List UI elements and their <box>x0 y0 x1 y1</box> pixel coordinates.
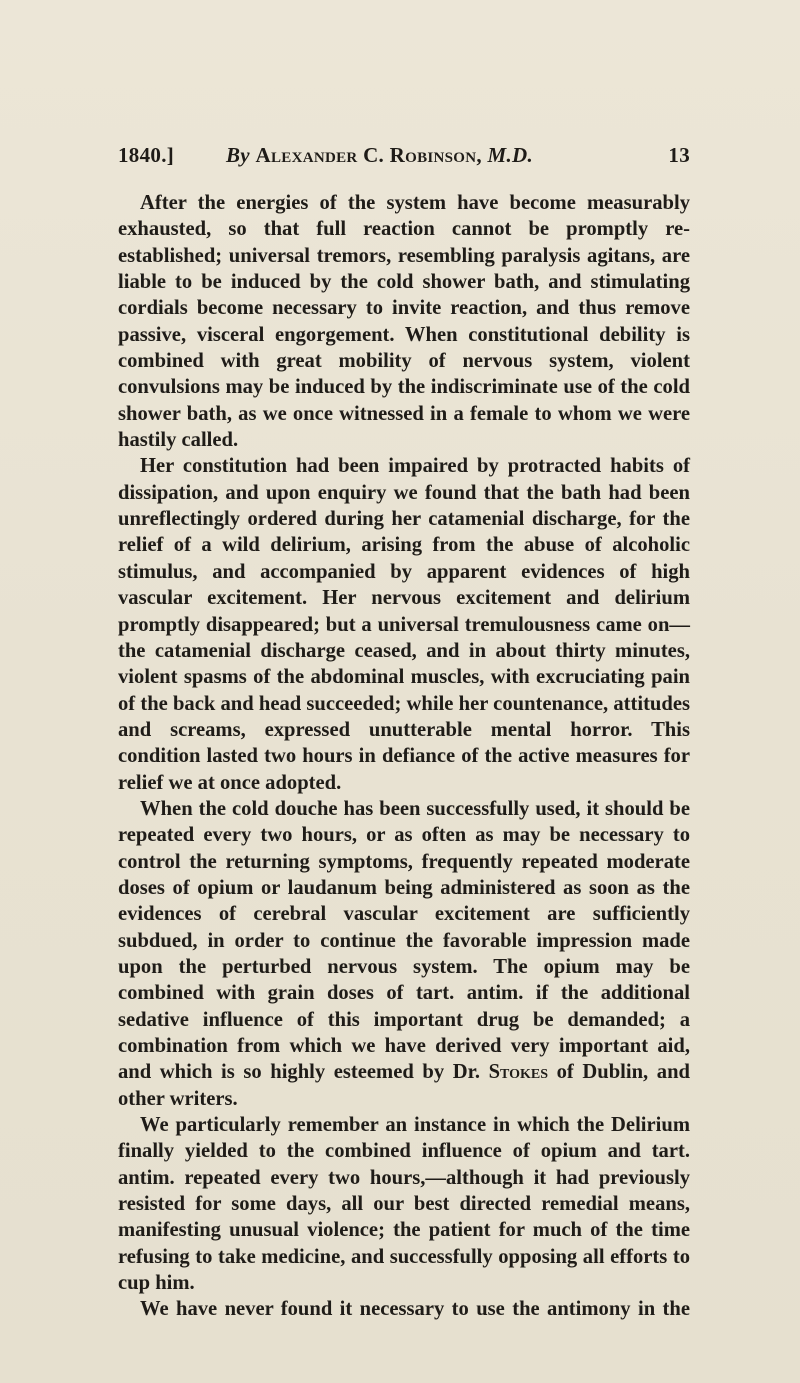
cited-author-name: Stokes <box>488 1061 549 1084</box>
header-author: Alexander C. Robinson, <box>255 143 482 167</box>
paragraph: We have never found it necessary to use the antimony in the <box>140 1298 690 1321</box>
paragraph-text: When the cold douche has been successfully used, it should be repeated every two hours, or as often as may be necessary to control the returning symptoms, frequently repeated moderate doses of opium or laudanum being administered as soon as the evidences of cerebral vascular excitement are sufficiently subdued, in order to continue the favorable impression made upon the perturbed nervous system. The opium may be combined with grain doses of tart. antim. if the additional sedative influence of this important drug be demanded; a combination from which we have derived very important aid, and which is so highly esteemed by Dr. <box>118 797 690 1084</box>
header-by: By <box>226 143 250 167</box>
running-header <box>118 143 690 173</box>
body-text <box>118 190 690 1323</box>
paragraph-text: of Dublin, and other writers. <box>118 1061 690 1110</box>
paragraph: Her constitution had been impaired by protracted habits of dissipation, and upon enquiry we found that the bath had been unreflectingly ordered during her catamenial discharge, for the relief of a wild delirium, arising from the abuse of alcoholic stimulus, and accompanied by apparent evidences of high vascular excitement. Her nervous excitement and delirium promptly disappeared; but a universal tremulousness came on—the catamenial discharge ceased, and in about thirty minutes, violent spasms of the abdominal muscles, with excruciating pain of the back and head succeeded; while her countenance, attitudes and screams, expressed unutterable mental horror. This condition lasted two hours in defiance of the active measures for relief we at once adopted. <box>118 455 690 794</box>
header-year: 1840.] <box>118 143 175 167</box>
paragraph: We particularly remember an instance in which the Delirium finally yielded to the combined influence of opium and tart. antim. repeated every two hours,—although it had previously resisted for some days, all our best directed remedial means, manifesting unusual violence; the patient for much of the time refusing to take medicine, and successfully opposing all efforts to cup him. <box>118 1114 690 1295</box>
header-credential: M.D. <box>487 143 534 167</box>
page-number: 13 <box>668 143 690 167</box>
paragraph: After the energies of the system have become measurably exhausted, so that full reaction cannot be promptly re-established; universal tremors, resembling paralysis agitans, are liable to be induced by the cold shower bath, and stimulating cordials become necessary to invite reaction, and thus remove passive, visceral engorgement. When constitutional debility is combined with great mobility of nervous system, violent convulsions may be induced by the indiscriminate use of the cold shower bath, as we once witnessed in a female to whom we were hastily called. <box>118 192 690 452</box>
paragraph <box>118 796 690 1112</box>
running-title <box>226 143 533 168</box>
